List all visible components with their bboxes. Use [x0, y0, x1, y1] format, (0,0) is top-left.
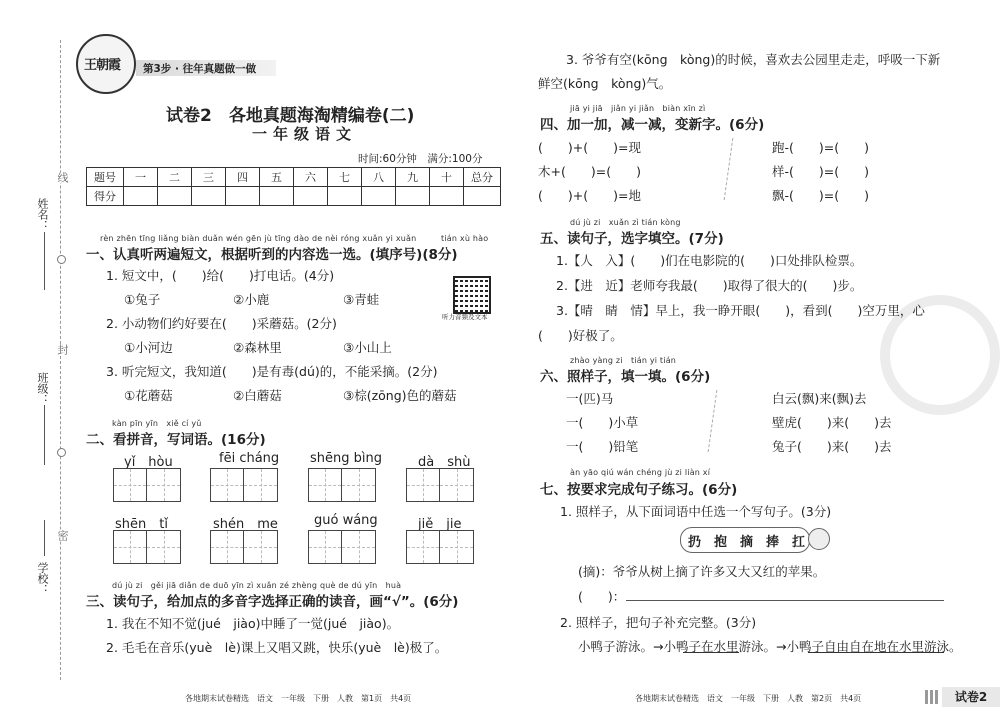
- question-text[interactable]: 3. 爷爷有空(kōng kòng)的时候，喜欢去公园里走走，呼吸一下新: [566, 52, 941, 67]
- section-title: 六、照样子，填一填。(6分): [540, 369, 711, 385]
- option[interactable]: ②森林里: [233, 340, 282, 355]
- table-cell: 五: [260, 168, 294, 187]
- binding-mark: 密: [56, 530, 69, 541]
- measure-item[interactable]: 一( )小草: [566, 415, 639, 430]
- name-field[interactable]: [44, 232, 45, 290]
- option[interactable]: ②白蘑菇: [233, 388, 282, 403]
- writing-grid[interactable]: [113, 530, 181, 564]
- pinyin-line: dú jù zi xuǎn zì tián kòng: [570, 218, 681, 227]
- score-table: [86, 167, 501, 206]
- divider-dots: [708, 390, 728, 452]
- question-text: 2. 照样子，把句子补充完整。(3分): [560, 615, 757, 630]
- section-title: 二、看拼音，写词语。(16分): [86, 432, 266, 448]
- qr-code-icon[interactable]: [453, 276, 491, 314]
- equation[interactable]: 木+( )=( ): [538, 164, 641, 179]
- class-field[interactable]: [44, 405, 45, 465]
- table-cell: 二: [158, 168, 192, 187]
- table-cell: 九: [396, 168, 430, 187]
- word-pinyin: fēi cháng: [219, 451, 280, 466]
- underline: [808, 652, 944, 653]
- measure-item[interactable]: 壁虎( )来( )去: [772, 415, 892, 430]
- logo-text: 王朝霞: [84, 58, 121, 73]
- equation[interactable]: 跑-( )=( ): [772, 140, 869, 155]
- option[interactable]: ③青蛙: [343, 292, 380, 307]
- writing-grid[interactable]: [113, 468, 181, 502]
- section-title: 五、读句子，选字填空。(7分): [540, 231, 724, 247]
- page-tab: 试卷2: [942, 687, 1000, 707]
- writing-grid[interactable]: [308, 530, 376, 564]
- table-cell: 得分: [87, 187, 124, 206]
- qr-caption: 听力音频及文本: [442, 313, 488, 321]
- binding-mark: 封: [56, 344, 69, 355]
- underline: [683, 652, 739, 653]
- table-cell: 三: [192, 168, 226, 187]
- word-pinyin: guó wáng: [314, 513, 378, 528]
- word-choices: 扔 抱 摘 捧 扛: [688, 535, 806, 550]
- question-text[interactable]: ( )好极了。: [538, 328, 623, 343]
- question-text[interactable]: 2.【进 近】老师夸我最( )取得了很大的( )步。: [556, 278, 863, 293]
- question-text[interactable]: 1.【人 入】( )们在电影院的( )口处排队检票。: [556, 253, 863, 268]
- punch-hole-icon: [57, 255, 66, 264]
- option[interactable]: ③小山上: [343, 340, 392, 355]
- pinyin-line: zhào yàng zi tián yi tián: [570, 356, 677, 365]
- option[interactable]: ③棕(zōng)色的蘑菇: [343, 388, 457, 403]
- binding-line: [60, 40, 61, 680]
- table-cell: 总分: [464, 168, 501, 187]
- option[interactable]: ②小鹿: [233, 292, 270, 307]
- example-sentence: (摘)：爷爷从树上摘了许多又大又红的苹果。: [578, 564, 826, 579]
- measure-item[interactable]: 白云(飘)来(飘)去: [772, 391, 867, 406]
- pinyin-line: àn yāo qiú wán chéng jù zi liàn xí: [570, 468, 711, 477]
- pinyin-line: rèn zhēn tīng liǎng biàn duǎn wén gēn jù tīng dào de nèi róng xuǎn yi xuǎn tián xù hào: [100, 234, 489, 243]
- table-cell: 六: [294, 168, 328, 187]
- word-pinyin: jiě jie: [418, 517, 462, 532]
- question-text: 2. 小动物们约好要在( )采蘑菇。(2分): [106, 316, 337, 331]
- table-cell: 四: [226, 168, 260, 187]
- measure-item[interactable]: 一( )铅笔: [566, 439, 639, 454]
- blank-label: ( )：: [578, 589, 626, 604]
- option[interactable]: ①兔子: [124, 292, 161, 307]
- class-label: 班级：: [36, 372, 49, 405]
- writing-grid[interactable]: [406, 468, 474, 502]
- page-subtitle: 一年级语文: [252, 125, 358, 143]
- table-cell: 八: [362, 168, 396, 187]
- logo-emblem-icon: [76, 34, 136, 94]
- score-input[interactable]: [396, 187, 430, 206]
- word-pinyin: shén me: [213, 517, 278, 532]
- score-input[interactable]: [124, 187, 158, 206]
- score-input[interactable]: [362, 187, 396, 206]
- option[interactable]: ①小河边: [124, 340, 173, 355]
- table-cell: 题号: [87, 168, 124, 187]
- school-field[interactable]: [44, 520, 45, 556]
- question-text: 3. 听完短文，我知道( )是有毒(dú)的，不能采摘。(2分): [106, 364, 438, 379]
- score-input[interactable]: [464, 187, 501, 206]
- score-input[interactable]: [328, 187, 362, 206]
- page-title: 试卷2 各地真题海淘精编卷(二): [166, 106, 415, 126]
- example-sentence: 小鸭子游泳。→小鸭子在水里游泳。→小鸭子自由自在地在水里游泳。: [578, 639, 962, 654]
- question-text[interactable]: 1. 我在不知不觉(jué jiào)中睡了一觉(jué jiào)。: [106, 616, 400, 631]
- question-text[interactable]: 3.【晴 睛 情】早上，我一睁开眼( )，看到( )空万里，心: [556, 303, 925, 318]
- score-input[interactable]: [192, 187, 226, 206]
- answer-line[interactable]: [626, 600, 944, 601]
- divider-dots: [724, 138, 744, 200]
- mascot-icon: [808, 528, 830, 550]
- word-pinyin: shēng bìng: [310, 451, 382, 466]
- question-text: 1. 短文中，( )给( )打电话。(4分): [106, 268, 335, 283]
- score-value-row: [87, 187, 501, 206]
- pinyin-line: kàn pīn yīn xiě cí yǔ: [112, 419, 202, 428]
- score-input[interactable]: [158, 187, 192, 206]
- table-cell: 十: [430, 168, 464, 187]
- grid-dots-icon: [925, 690, 939, 704]
- writing-grid[interactable]: [210, 468, 278, 502]
- footer-right: 各地期末试卷精选 语文 一年级 下册 人教 第2页 共4页: [635, 694, 862, 703]
- score-input[interactable]: [430, 187, 464, 206]
- pinyin-line: jiā yi jiā jiǎn yi jiǎn biàn xīn zì: [570, 104, 706, 113]
- section-title: 四、加一加，减一减，变新字。(6分): [540, 117, 765, 133]
- word-pinyin: yǐ hòu: [124, 455, 173, 470]
- table-cell: 一: [124, 168, 158, 187]
- punch-hole-icon: [57, 448, 66, 457]
- writing-grid[interactable]: [210, 530, 278, 564]
- equation[interactable]: 样-( )=( ): [772, 164, 869, 179]
- measure-item[interactable]: 兔子( )来( )去: [772, 439, 892, 454]
- section-title: 一、认真听两遍短文，根据听到的内容选一选。(填序号)(8分): [86, 247, 458, 263]
- score-input[interactable]: [294, 187, 328, 206]
- score-header-row: [87, 168, 501, 187]
- name-label: 姓名：: [36, 198, 49, 231]
- question-text[interactable]: 2. 毛毛在音乐(yuè lè)课上又唱又跳，快乐(yuè lè)极了。: [106, 640, 448, 655]
- equation[interactable]: ( )+( )=地: [538, 188, 641, 203]
- school-label: 学校：: [36, 562, 49, 595]
- equation[interactable]: ( )+( )=现: [538, 140, 641, 155]
- section-title: 三、读句子，给加点的多音字选择正确的读音，画“√”。(6分): [86, 594, 459, 610]
- footer-left: 各地期末试卷精选 语文 一年级 下册 人教 第1页 共4页: [185, 694, 412, 703]
- question-text[interactable]: 鲜空(kōng kòng)气。: [538, 76, 672, 91]
- equation[interactable]: 飘-( )=( ): [772, 188, 869, 203]
- section-title: 七、按要求完成句子练习。(6分): [540, 482, 738, 498]
- writing-grid[interactable]: [406, 530, 474, 564]
- question-text: 1. 照样子，从下面词语中任选一个写句子。(3分): [560, 504, 832, 519]
- word-pinyin: dà shù: [418, 455, 471, 470]
- time-score: 时间:60分钟 满分:100分: [358, 153, 483, 165]
- pinyin-line: dú jù zi gěi jiā diǎn de duō yīn zì xuǎn zé zhèng què de dú yīn huà: [112, 581, 402, 590]
- writing-grid[interactable]: [308, 468, 376, 502]
- score-input[interactable]: [226, 187, 260, 206]
- step-label: 第3步 · 往年真题做一做: [143, 63, 257, 75]
- binding-mark: 线: [56, 172, 69, 183]
- measure-item[interactable]: 一(匹)马: [566, 391, 614, 406]
- table-cell: 七: [328, 168, 362, 187]
- word-pinyin: shēn tǐ: [115, 517, 168, 532]
- option[interactable]: ①花蘑菇: [124, 388, 173, 403]
- score-input[interactable]: [260, 187, 294, 206]
